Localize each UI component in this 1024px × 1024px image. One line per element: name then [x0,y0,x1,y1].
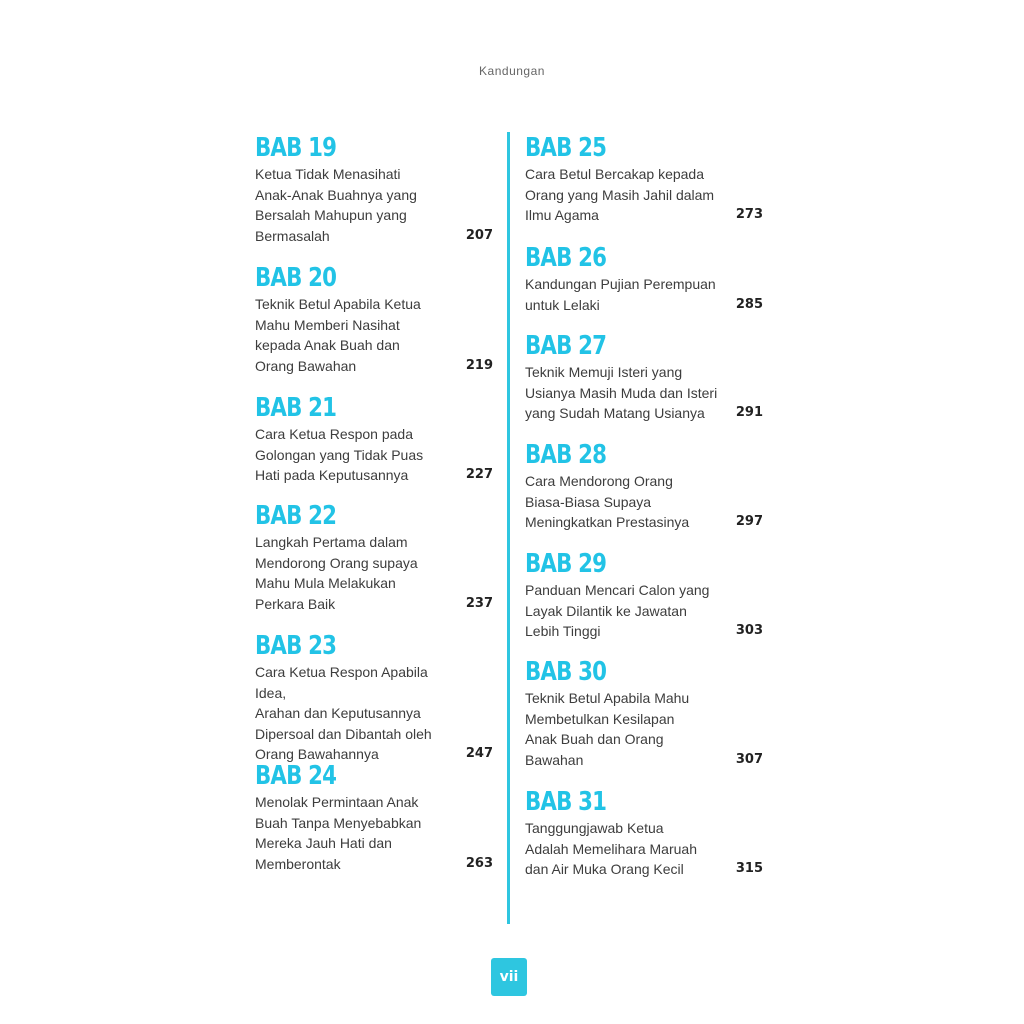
toc-entry-bab-27[interactable] [525,330,763,439]
chapter-page-number: 207 [465,227,493,243]
chapter-description: Teknik Memuji Isteri yang Usianya Masih Muda dan Isteri yang Sudah Matang Usianya [525,364,718,421]
chapter-title: BAB 28 [525,440,607,470]
toc-right-column [525,132,763,896]
toc-entry-bab-29[interactable] [525,548,763,656]
chapter-description: Langkah Pertama dalam Mendorong Orang supaya Mahu Mula Melakukan Perkara Baik [255,534,418,612]
chapter-title: BAB 29 [525,549,607,579]
chapter-description: Cara Mendorong Orang Biasa-Biasa Supaya Meningkatkan Prestasinya [525,473,690,530]
chapter-title: BAB 22 [255,501,337,531]
running-header: Kandungan [479,64,545,78]
toc-entry-bab-31[interactable] [525,786,763,896]
chapter-title: BAB 31 [525,787,607,817]
toc-entry-bab-26[interactable] [525,242,763,330]
chapter-page-number: 219 [465,357,493,373]
chapter-page-number: 291 [735,405,763,420]
chapter-title: BAB 24 [255,761,337,791]
chapter-page-number: 263 [465,855,493,871]
chapter-page-number: 227 [465,467,493,482]
toc-entry-bab-20[interactable] [255,262,493,392]
toc-entry-bab-30[interactable] [525,656,763,786]
chapter-page-number: 237 [465,595,493,611]
chapter-description: Kandungan Pujian Perempuan untuk Lelaki [525,276,716,313]
chapter-page-number: 273 [735,207,763,222]
chapter-title: BAB 30 [525,657,607,687]
toc-entry-bab-28[interactable] [525,439,763,548]
chapter-description: Panduan Mencari Calon yang Layak Dilantik ke Jawatan Lebih Tinggi [525,582,710,639]
chapter-title: BAB 21 [255,393,337,423]
toc-entry-bab-24[interactable] [255,760,493,890]
toc-left-column [255,132,493,890]
chapter-page-number: 285 [735,296,763,312]
chapter-title: BAB 25 [525,133,607,163]
column-divider [507,132,510,924]
chapter-title: BAB 27 [525,331,607,361]
chapter-title: BAB 19 [255,133,337,163]
toc-entry-bab-23[interactable] [255,630,493,760]
chapter-page-number: 315 [735,861,763,876]
chapter-description: Cara Ketua Respon pada Golongan yang Tidak Puas Hati pada Keputusannya [255,426,424,483]
toc-entry-bab-22[interactable] [255,500,493,630]
chapter-page-number: 303 [735,623,763,638]
toc-entry-bab-21[interactable] [255,392,493,500]
chapter-description: Tanggungjawab Ketua Adalah Memelihara Maruah dan Air Muka Orang Kecil [525,820,697,877]
chapter-title: BAB 20 [255,263,337,293]
chapter-description: Teknik Betul Apabila Ketua Mahu Memberi Nasihat kepada Anak Buah dan Orang Bawahan [255,296,421,374]
chapter-description: Cara Ketua Respon Apabila Idea, Arahan dan Keputusannya Dipersoal dan Dibantah oleh Orang Bawahannya [255,664,432,762]
chapter-description: Menolak Permintaan Anak Buah Tanpa Menyebabkan Mereka Jauh Hati dan Memberontak [255,794,422,872]
chapter-title: BAB 26 [525,243,607,273]
chapter-title: BAB 23 [255,631,337,661]
chapter-description: Teknik Betul Apabila Mahu Membetulkan Kesilapan Anak Buah dan Orang Bawahan [525,690,690,768]
page-number-badge: vii [491,958,527,996]
chapter-page-number: 247 [465,746,493,761]
chapter-description: Ketua Tidak Menasihati Anak-Anak Buahnya yang Bersalah Mahupun yang Bermasalah [255,166,417,244]
chapter-page-number: 307 [735,751,763,767]
toc-entry-bab-19[interactable] [255,132,493,262]
toc-entry-bab-25[interactable] [525,132,763,242]
chapter-description: Cara Betul Bercakap kepada Orang yang Masih Jahil dalam Ilmu Agama [525,166,715,223]
chapter-page-number: 297 [735,514,763,529]
